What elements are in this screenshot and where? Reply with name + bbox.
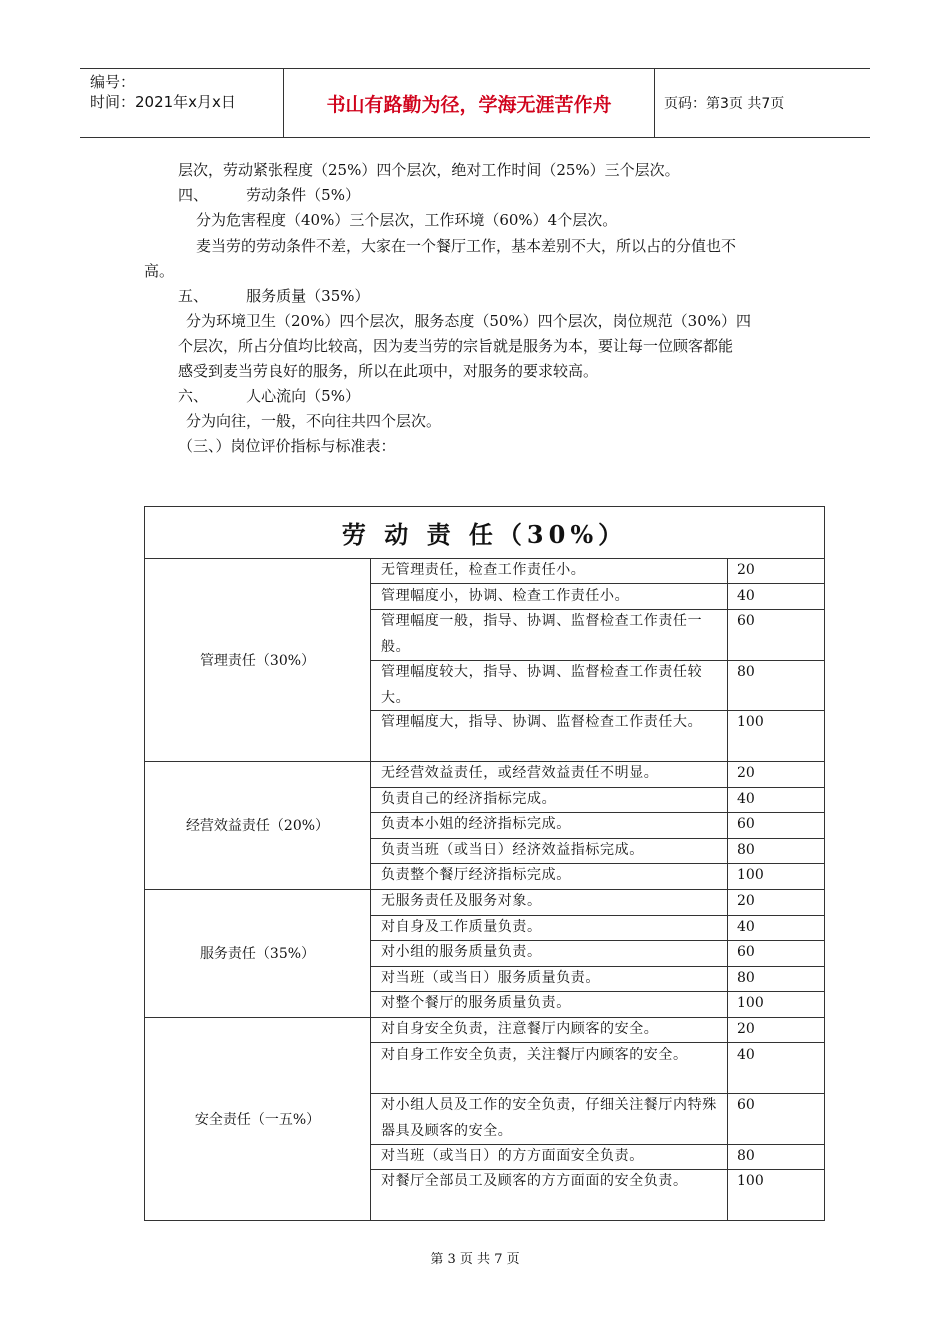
category-safety: 安全责任（一五%）	[194, 1111, 321, 1128]
criterion-score: 100	[737, 714, 764, 730]
section-heading-5: 五、 服务质量（35%）	[178, 287, 370, 305]
criterion-score: 80	[737, 1148, 755, 1164]
criterion-desc: 无经营效益责任，或经营效益责任不明显。	[381, 765, 659, 781]
criterion-desc: 对当班（或当日）的方方面面安全负责。	[381, 1148, 644, 1164]
criterion-score: 40	[737, 588, 755, 604]
criterion-score: 20	[737, 893, 755, 909]
criterion-desc: 负责整个餐厅经济指标完成。	[381, 867, 571, 883]
criterion-score: 60	[737, 816, 755, 832]
criterion-desc: 无服务责任及服务对象。	[381, 893, 542, 909]
table-title: 劳 动 责 任（30%）	[145, 507, 824, 559]
criterion-score: 60	[737, 944, 755, 960]
paragraph-line: 分为危害程度（40%）三个层次，工作环境（60%）4个层次。	[196, 211, 618, 229]
criterion-desc: 对自身工作安全负责，关注餐厅内顾客的安全。	[381, 1047, 688, 1063]
criterion-score: 20	[737, 765, 755, 781]
criterion-score: 20	[737, 562, 755, 578]
criterion-score: 20	[737, 1021, 755, 1037]
section-heading-4: 四、 劳动条件（5%）	[178, 186, 360, 204]
document-header	[80, 68, 870, 138]
header-motto: 书山有路勤为径，学海无涯苦作舟	[283, 69, 655, 137]
header-meta	[80, 69, 283, 137]
criterion-score: 40	[737, 791, 755, 807]
criterion-desc: 负责当班（或当日）经济效益指标完成。	[381, 842, 644, 858]
criterion-score: 80	[737, 664, 755, 680]
criterion-score: 60	[737, 613, 755, 629]
time-label: 时间：2021年x月x日	[90, 93, 236, 111]
paragraph-line: 感受到麦当劳良好的服务，所以在此项中，对服务的要求较高。	[178, 362, 599, 380]
paragraph-line: 分为向往，一般，不向往共四个层次。	[186, 412, 442, 430]
criterion-score: 100	[737, 995, 764, 1011]
table-caption: （三、）岗位评价指标与标准表：	[178, 437, 396, 455]
criterion-desc: 对当班（或当日）服务质量负责。	[381, 970, 600, 986]
criterion-desc: 对自身安全负责，注意餐厅内顾客的安全。	[381, 1021, 659, 1037]
criterion-score: 40	[737, 919, 755, 935]
category-service: 服务责任（35%）	[199, 946, 316, 962]
category-business-benefit: 经营效益责任（20%）	[185, 818, 330, 834]
criterion-score: 40	[737, 1047, 755, 1063]
criterion-desc: 管理幅度小，协调、检查工作责任小。	[381, 588, 630, 604]
paragraph-line: 高。	[144, 262, 175, 280]
criterion-desc: 对餐厅全部员工及顾客的方方面面的安全负责。	[381, 1173, 688, 1189]
criterion-desc: 负责自己的经济指标完成。	[381, 791, 557, 807]
evaluation-table	[144, 506, 825, 1221]
criterion-desc: 对自身及工作质量负责。	[381, 919, 542, 935]
paragraph-line: 层次，劳动紧张程度（25%）四个层次，绝对工作时间（25%）三个层次。	[178, 161, 680, 179]
criterion-desc: 负责本小姐的经济指标完成。	[381, 816, 571, 832]
criterion-desc: 管理幅度较大，指导、协调、监督检查工作责任较大。	[381, 664, 703, 706]
criterion-desc: 对整个餐厅的服务质量负责。	[381, 995, 571, 1011]
criterion-score: 80	[737, 970, 755, 986]
criterion-score: 100	[737, 1173, 764, 1189]
criterion-score: 60	[737, 1097, 755, 1113]
paragraph-line: 个层次，所占分值均比较高，因为麦当劳的宗旨就是服务为本，要让每一位顾客都能	[178, 337, 734, 355]
page-footer: 第 3 页 共 7 页	[430, 1252, 520, 1267]
header-page-info: 页码：第3页 共7页	[664, 96, 785, 112]
criterion-desc: 无管理责任，检查工作责任小。	[381, 562, 586, 578]
criterion-desc: 对小组的服务质量负责。	[381, 944, 542, 960]
criterion-desc: 管理幅度大，指导、协调、监督检查工作责任大。	[381, 714, 703, 730]
criterion-desc: 管理幅度一般，指导、协调、监督检查工作责任一般。	[381, 613, 703, 655]
criterion-score: 100	[737, 867, 764, 883]
number-label: 编号：	[90, 73, 136, 91]
category-management: 管理责任（30%）	[199, 652, 316, 669]
criterion-score: 80	[737, 842, 755, 858]
section-heading-6: 六、 人心流向（5%）	[178, 387, 360, 405]
paragraph-line: 分为环境卫生（20%）四个层次，服务态度（50%）四个层次，岗位规范（30%）四	[186, 312, 752, 330]
criterion-desc: 对小组人员及工作的安全负责，仔细关注餐厅内特殊器具及顾客的安全。	[381, 1097, 717, 1139]
paragraph-line: 麦当劳的劳动条件不差，大家在一个餐厅工作，基本差别不大，所以占的分值也不	[196, 237, 737, 255]
